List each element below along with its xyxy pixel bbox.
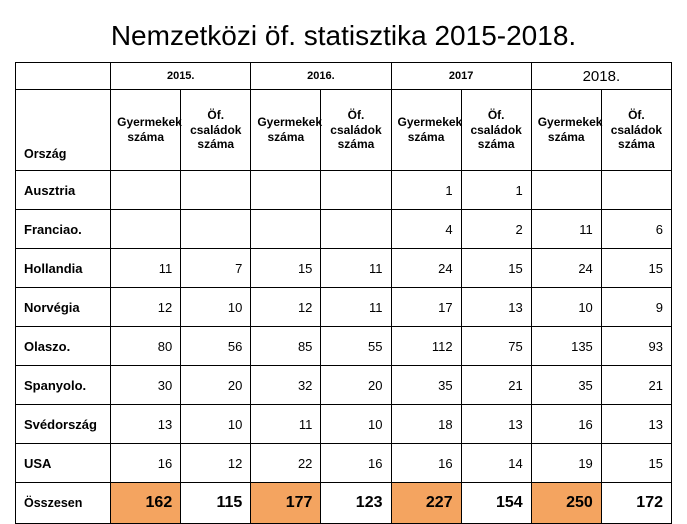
cell-value: 135 xyxy=(531,327,601,366)
column-header-children-2018: Gyermekek száma xyxy=(531,90,601,171)
cell-value xyxy=(251,171,321,210)
cell-value: 14 xyxy=(461,444,531,483)
column-header-children-2015: Gyermekek száma xyxy=(111,90,181,171)
table-row xyxy=(16,249,672,288)
table-row xyxy=(16,444,672,483)
row-label: USA xyxy=(16,444,111,483)
total-value: 123 xyxy=(321,483,391,524)
cell-value: 21 xyxy=(461,366,531,405)
cell-value: 20 xyxy=(181,366,251,405)
cell-value: 2 xyxy=(461,210,531,249)
total-value: 162 xyxy=(111,483,181,524)
cell-value: 17 xyxy=(391,288,461,327)
cell-value: 13 xyxy=(601,405,671,444)
cell-value: 15 xyxy=(251,249,321,288)
page-title: Nemzetközi öf. statisztika 2015-2018. xyxy=(110,20,577,51)
cell-value: 1 xyxy=(391,171,461,210)
row-label: Franciao. xyxy=(16,210,111,249)
cell-value: 6 xyxy=(601,210,671,249)
table-row xyxy=(16,288,672,327)
cell-value: 12 xyxy=(181,444,251,483)
cell-value: 56 xyxy=(181,327,251,366)
year-header-2017: 2017 xyxy=(391,63,531,90)
cell-value: 20 xyxy=(321,366,391,405)
cell-value: 13 xyxy=(111,405,181,444)
cell-value: 35 xyxy=(391,366,461,405)
cell-value: 7 xyxy=(181,249,251,288)
total-row xyxy=(16,483,672,524)
row-label: Hollandia xyxy=(16,249,111,288)
cell-value: 15 xyxy=(461,249,531,288)
cell-value: 21 xyxy=(601,366,671,405)
cell-value: 12 xyxy=(251,288,321,327)
cell-value: 1 xyxy=(461,171,531,210)
table-row xyxy=(16,171,672,210)
cell-value: 13 xyxy=(461,405,531,444)
cell-value xyxy=(251,210,321,249)
cell-value: 10 xyxy=(181,288,251,327)
column-header-children-2016: Gyermekek száma xyxy=(251,90,321,171)
cell-value: 85 xyxy=(251,327,321,366)
table-row xyxy=(16,405,672,444)
cell-value: 30 xyxy=(111,366,181,405)
year-header-2018: 2018. xyxy=(531,63,671,90)
cell-value: 80 xyxy=(111,327,181,366)
table-row xyxy=(16,210,672,249)
table-row xyxy=(16,366,672,405)
cell-value xyxy=(601,171,671,210)
year-header-2015: 2015. xyxy=(111,63,251,90)
cell-value: 55 xyxy=(321,327,391,366)
cell-value: 4 xyxy=(391,210,461,249)
column-header-children-2017: Gyermekek száma xyxy=(391,90,461,171)
cell-value xyxy=(531,171,601,210)
row-label: Svédország xyxy=(16,405,111,444)
total-value: 172 xyxy=(601,483,671,524)
corner-blank-cell xyxy=(16,63,111,90)
year-header-row xyxy=(16,63,672,90)
cell-value: 11 xyxy=(251,405,321,444)
table-row xyxy=(16,327,672,366)
cell-value: 15 xyxy=(601,249,671,288)
cell-value: 32 xyxy=(251,366,321,405)
cell-value: 12 xyxy=(111,288,181,327)
cell-value: 22 xyxy=(251,444,321,483)
total-label: Összesen xyxy=(16,483,111,524)
cell-value: 11 xyxy=(531,210,601,249)
column-header-country: Ország xyxy=(16,90,111,171)
cell-value: 11 xyxy=(321,288,391,327)
cell-value: 16 xyxy=(531,405,601,444)
subheader-row xyxy=(16,90,672,171)
cell-value xyxy=(181,171,251,210)
row-label: Norvégia xyxy=(16,288,111,327)
cell-value: 9 xyxy=(601,288,671,327)
cell-value xyxy=(111,171,181,210)
cell-value: 13 xyxy=(461,288,531,327)
statistics-table xyxy=(15,62,672,524)
column-header-families-2016: Öf. családok száma xyxy=(321,90,391,171)
cell-value: 11 xyxy=(111,249,181,288)
cell-value xyxy=(321,171,391,210)
cell-value xyxy=(181,210,251,249)
cell-value: 11 xyxy=(321,249,391,288)
row-label: Spanyolo. xyxy=(16,366,111,405)
column-header-families-2018: Öf. családok száma xyxy=(601,90,671,171)
cell-value: 16 xyxy=(111,444,181,483)
cell-value: 15 xyxy=(601,444,671,483)
cell-value: 18 xyxy=(391,405,461,444)
total-value: 227 xyxy=(391,483,461,524)
cell-value: 10 xyxy=(531,288,601,327)
column-header-families-2017: Öf. családok száma xyxy=(461,90,531,171)
cell-value: 75 xyxy=(461,327,531,366)
column-header-families-2015: Öf. családok száma xyxy=(181,90,251,171)
row-label: Olaszo. xyxy=(16,327,111,366)
cell-value: 112 xyxy=(391,327,461,366)
cell-value: 16 xyxy=(321,444,391,483)
cell-value: 16 xyxy=(391,444,461,483)
cell-value: 10 xyxy=(181,405,251,444)
row-label: Ausztria xyxy=(16,171,111,210)
cell-value: 19 xyxy=(531,444,601,483)
cell-value: 35 xyxy=(531,366,601,405)
total-value: 250 xyxy=(531,483,601,524)
cell-value: 10 xyxy=(321,405,391,444)
cell-value: 93 xyxy=(601,327,671,366)
cell-value xyxy=(111,210,181,249)
total-value: 177 xyxy=(251,483,321,524)
year-header-2016: 2016. xyxy=(251,63,391,90)
total-value: 154 xyxy=(461,483,531,524)
cell-value: 24 xyxy=(531,249,601,288)
cell-value xyxy=(321,210,391,249)
cell-value: 24 xyxy=(391,249,461,288)
total-value: 115 xyxy=(181,483,251,524)
